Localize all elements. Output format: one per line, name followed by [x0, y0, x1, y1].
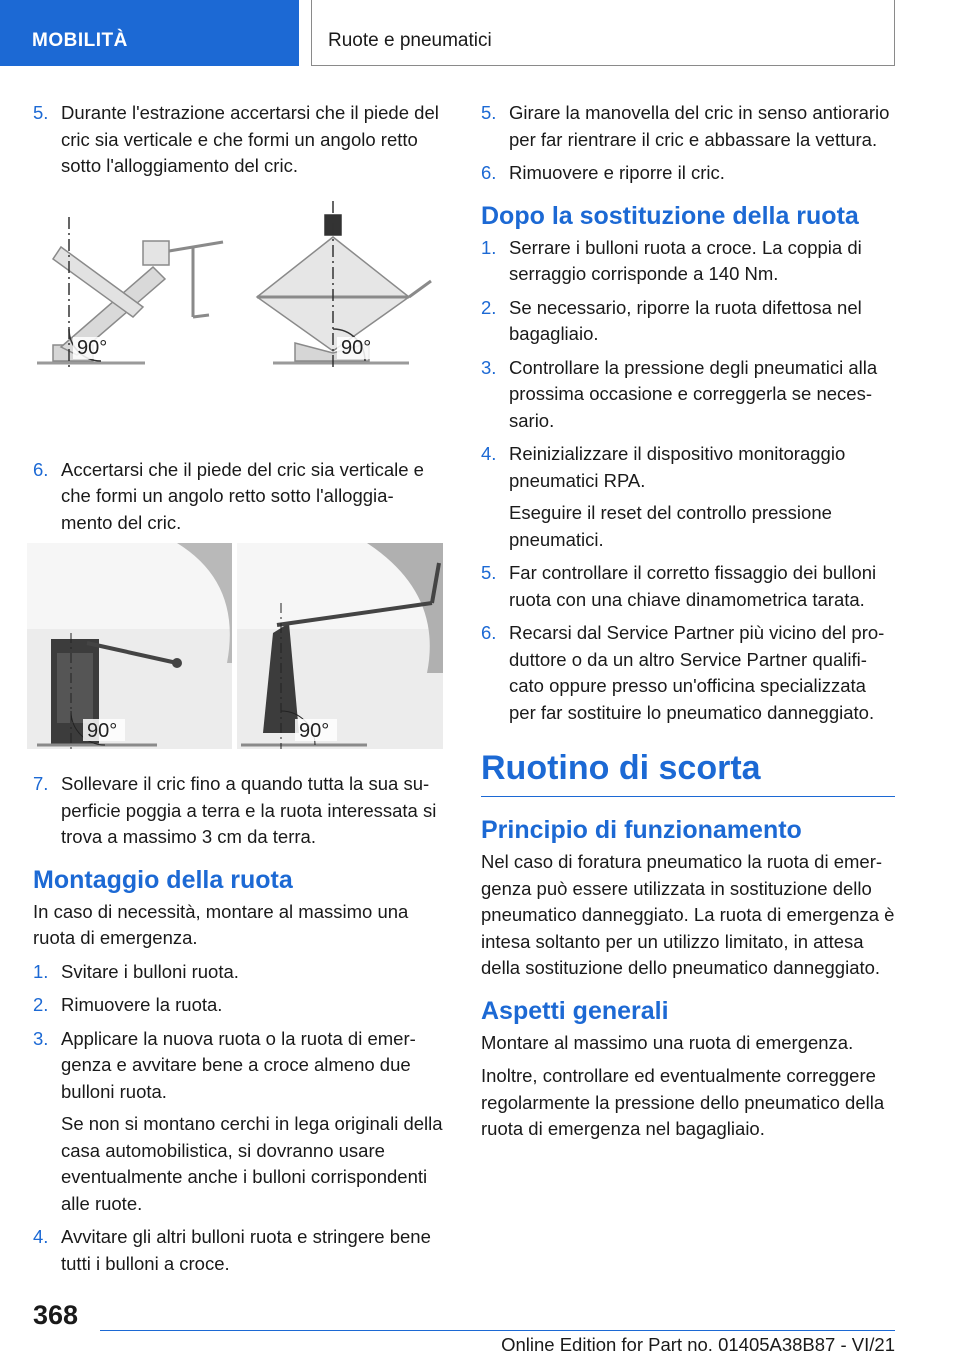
step-note: Eseguire il reset del controllo pressione pneumatici.: [509, 502, 832, 550]
step-left-6: [33, 457, 443, 537]
header-chapter-label: Ruote e pneumatici: [328, 30, 492, 51]
step-left-7: [33, 771, 443, 851]
step-text: Far controllare il corretto fissaggio dei bulloni ruota con una chiave dinamometrica tarata.: [509, 562, 877, 610]
angle-label: 90°: [77, 336, 108, 359]
step-text: Durante l'estrazione accertarsi che il piede del cric sia verticale e che formi un angolo retto sotto l'alloggiamento del cric.: [61, 102, 439, 176]
after-step-4: [481, 441, 895, 553]
step-text: Controllare la pressione degli pneumatici alla prossima occasione e correggerla se neces-sario.: [509, 356, 878, 431]
step-text: Avvitare gli altri bulloni ruota e stringere bene tutti i bulloni a croce.: [61, 1226, 431, 1274]
step-right-5: [481, 100, 895, 153]
step-number: 6.: [33, 458, 49, 480]
mount-step-4: [33, 1224, 443, 1277]
step-text: Svitare i bulloni ruota.: [61, 960, 239, 982]
step-text: Serrare i bulloni ruota a croce. La coppia di serraggio corrisponde a 140 Nm.: [509, 236, 862, 284]
step-note: Se non si montano cerchi in lega originali della casa automobilistica, si dovranno usare eventualmente anche i bulloni corrispondenti alle ruote.: [61, 1113, 443, 1214]
header-section-label: MOBILITÀ: [32, 30, 128, 51]
after-step-2: [481, 295, 895, 348]
angle-label: 90°: [299, 720, 330, 742]
step-number: 5.: [481, 102, 497, 123]
step-text: Rimuovere la ruota.: [61, 994, 223, 1015]
footer-edition: Online Edition for Part no. 01405A38B87 - VI/21: [501, 1334, 895, 1355]
step-text: Sollevare il cric fino a quando tutta la sua su-perficie poggia a terra e la ruota interessata si trova a massimo 3 cm da terra.: [61, 773, 437, 847]
step-number: 2.: [33, 994, 49, 1015]
step-text: Accertarsi che il piede del cric sia verticale e che formi un angolo retto sotto l'alloggia-mento del cric.: [61, 458, 424, 533]
after-step-3: [481, 355, 895, 435]
heading-ruotino: Ruotino di scorta: [481, 748, 895, 797]
footer-divider: [100, 1330, 895, 1331]
right-column: [481, 100, 895, 1150]
mount-step-2: [33, 992, 443, 1019]
header-section: [0, 0, 299, 66]
jack-under-car-photo: [27, 543, 443, 771]
step-text: Reinizializzare il dispositivo monitoraggio pneumatici RPA.: [509, 443, 846, 491]
mount-step-1: [33, 959, 443, 986]
step-number: 6.: [481, 622, 497, 643]
step-right-6: [481, 160, 895, 187]
page-number: 368: [33, 1300, 79, 1330]
angle-label: 90°: [87, 720, 118, 742]
step-number: 5.: [481, 562, 497, 583]
step-number: 1.: [481, 236, 497, 258]
after-step-1: [481, 235, 895, 288]
step-number: 3.: [33, 1027, 49, 1049]
after-step-6: [481, 620, 895, 726]
montaggio-intro: In caso di necessità, montare al massimo una ruota di emergenza.: [33, 900, 409, 948]
step-number: 1.: [33, 960, 49, 982]
heading-dopo-sostituzione: Dopo la sostituzione della ruota: [481, 201, 859, 230]
step-number: 2.: [481, 296, 497, 318]
aspetti-text-1: Montare al massimo una ruota di emergenza.: [481, 1031, 854, 1053]
step-text: Applicare la nuova ruota o la ruota di emer-genza e avvitare bene a croce almeno due bulloni ruota.: [61, 1027, 416, 1102]
step-number: 7.: [33, 773, 49, 794]
step-number: 4.: [481, 443, 497, 464]
header-chapter: [311, 0, 895, 66]
heading-principio: Principio di funzionamento: [481, 816, 802, 844]
step-text: Recarsi dal Service Partner più vicino del pro-duttore o da un altro Service Partner qualifi-cato oppure presso un'officina specializzata per far sostituire lo pneumatico danneggiato.: [509, 622, 885, 723]
figure-jack-under-car: [27, 543, 437, 771]
step-left-5: [33, 100, 443, 180]
left-column: [33, 100, 443, 1284]
step-number: 3.: [481, 356, 497, 378]
after-step-5: [481, 560, 895, 613]
heading-montaggio: Montaggio della ruota: [33, 865, 293, 894]
step-text: Rimuovere e riporre il cric.: [509, 162, 725, 183]
figure-jack-angle: [33, 187, 443, 457]
step-number: 4.: [33, 1226, 49, 1247]
step-number: 6.: [481, 162, 497, 183]
angle-label: 90°: [341, 336, 372, 359]
step-text: Girare la manovella del cric in senso antiorario per far rientrare il cric e abbassare la vettura.: [509, 102, 890, 150]
heading-aspetti: Aspetti generali: [481, 996, 669, 1025]
aspetti-text-2: Inoltre, controllare ed eventualmente correggere regolarmente la pressione dello pneumatico della ruota di emergenza nel bagagliaio.: [481, 1065, 885, 1139]
mount-step-3: [33, 1026, 443, 1218]
step-number: 5.: [33, 102, 49, 123]
jack-angle-illustration: [33, 187, 443, 457]
principio-text: Nel caso di foratura pneumatico la ruota di emer-genza può essere utilizzata in sostituzione dello pneumatico danneggiato. La ruota di emergenza è intesa soltanto per un utilizzo limitato, in attesa della sostituzione dello pneumatico danneggiato.: [481, 851, 895, 978]
step-text: Se necessario, riporre la ruota difettosa nel bagagliaio.: [509, 296, 862, 344]
